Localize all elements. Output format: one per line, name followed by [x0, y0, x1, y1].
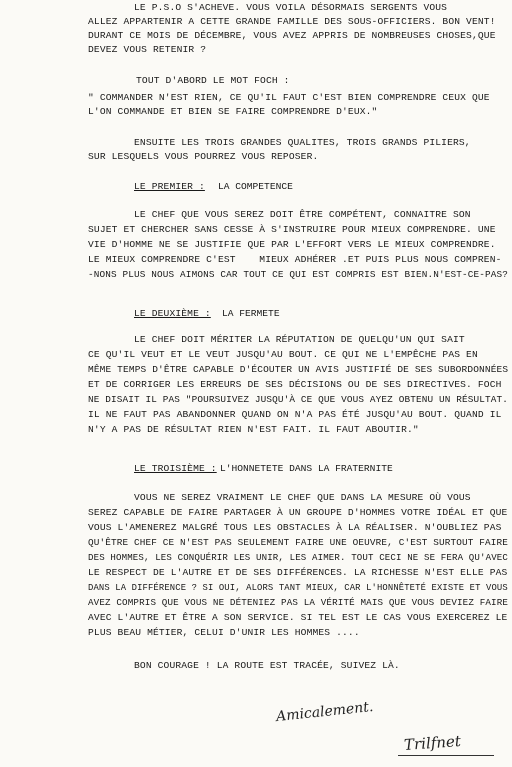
- section-1-line-4: LE MIEUX COMPRENDRE C'EST MIEUX ADHÉRER .ET PUIS PLUS NOUS COMPREN-: [88, 254, 502, 265]
- paragraph-intro-line-3: DURANT CE MOIS DE DÉCEMBRE, VOUS AVEZ APPRIS DE NOMBREUSES CHOSES,QUE: [88, 30, 496, 41]
- section-3-line-4: QU'ÊTRE CHEF CE N'EST PAS SEULEMENT FAIRE UNE OEUVRE, C'EST SURTOUT FAIRE: [88, 537, 509, 548]
- qualities-intro-line-1: ENSUITE LES TROIS GRANDES QUALITES, TROIS GRANDS PILIERS,: [134, 137, 471, 148]
- section-1-line-1: LE CHEF QUE VOUS SEREZ DOIT ÊTRE COMPÉTENT, CONNAITRE SON: [134, 209, 471, 220]
- paragraph-intro-line-1: LE P.S.O S'ACHEVE. VOUS VOILA DÉSORMAIS SERGENTS VOUS: [134, 2, 448, 13]
- section-3-line-10: PLUS BEAU MÉTIER, CELUI D'UNIR LES HOMMES ....: [88, 627, 360, 638]
- section-1-line-2: SUJET ET CHERCHER SANS CESSE À S'INSTRUIRE POUR MIEUX COMPRENDRE. UNE: [88, 224, 496, 235]
- section-3-line-9: AVEC L'AUTRE ET ÊTRE A SON SERVICE. SI TEL EST LE CAS VOUS EXERCEREZ LE: [88, 612, 508, 623]
- section-3-line-5: DES HOMMES, LES CONQUÉRIR LES UNIR, LES AIMER. TOUT CECI NE SE FERA QU'AVEC: [88, 552, 509, 563]
- section-3-line-3: VOUS L'AMENEREZ MALGRÉ TOUS LES OBSTACLES À LA RÉALISER. N'OUBLIEZ PAS: [88, 522, 502, 533]
- section-2-line-7: N'Y A PAS DE RÉSULTAT RIEN N'EST FAIT. IL FAUT ABOUTIR.": [88, 424, 419, 435]
- qualities-intro-line-2: SUR LESQUELS VOUS POURREZ VOUS REPOSER.: [88, 151, 319, 162]
- foch-intro-line: TOUT D'ABORD LE MOT FOCH :: [136, 75, 290, 86]
- section-2-line-2: CE QU'IL VEUT ET LE VEUT JUSQU'AU BOUT. CE QUI NE L'EMPÊCHE PAS EN: [88, 349, 478, 360]
- signature-amicalement: Amicalement.: [275, 698, 375, 726]
- section-3-line-8: AVEZ COMPRIS QUE VOUS NE DÉTENIEZ PAS LA VÉRITÉ MAIS QUE VOUS DEVIEZ FAIRE: [88, 597, 509, 608]
- section-3-title: L'HONNETETE DANS LA FRATERNITE: [220, 463, 393, 474]
- section-2-line-4: ET DE CORRIGER LES ERREURS DE SES DÉCISIONS OU DE SES DIRECTIVES. FOCH: [88, 379, 502, 390]
- section-3-line-7: DANS LA DIFFÉRENCE ? SI OUI, ALORS TANT MIEUX, CAR L'HONNÊTETÉ EXISTE ET VOUS: [88, 582, 508, 593]
- section-1-line-3: VIE D'HOMME NE SE JUSTIFIE QUE PAR L'EFFORT VERS LE MIEUX COMPRENDRE.: [88, 239, 496, 250]
- section-3-label: LE TROISIÈME :: [134, 463, 217, 474]
- section-2-line-6: IL NE FAUT PAS ABANDONNER QUAND ON N'A PAS ÉTÉ JUSQU'AU BOUT. QUAND IL: [88, 409, 502, 420]
- section-2-line-5: NE DISAIT IL PAS "POURSUIVEZ JUSQU'À CE QUE VOUS AYEZ OBTENU UN RÉSULTAT.: [88, 394, 509, 405]
- foch-quote-line-2: L'ON COMMANDE ET BIEN SE FAIRE COMPRENDRE D'EUX.": [88, 106, 378, 117]
- section-1-line-5: -NONS PLUS NOUS AIMONS CAR TOUT CE QUI EST COMPRIS EST BIEN.N'EST-CE-PAS?: [88, 269, 509, 280]
- closing-line: BON COURAGE ! LA ROUTE EST TRACÉE, SUIVEZ LÀ.: [134, 660, 400, 671]
- foch-quote-line-1: " COMMANDER N'EST RIEN, CE QU'IL FAUT C'EST BIEN COMPRENDRE CEUX QUE: [88, 92, 490, 103]
- section-2-line-1: LE CHEF DOIT MÉRITER LA RÉPUTATION DE QUELQU'UN QUI SAIT: [134, 334, 465, 345]
- signature-underline: [398, 755, 494, 756]
- section-2-line-3: MÊME TEMPS D'ÊTRE CAPABLE D'ÉCOUTER UN AVIS JUSTIFIÉ DE SES SUBORDONNÉES: [88, 364, 509, 375]
- section-1-label: LE PREMIER :: [134, 181, 205, 192]
- section-2-label: LE DEUXIÈME :: [134, 308, 211, 319]
- section-1-title: LA COMPETENCE: [218, 181, 293, 192]
- section-2-title: LA FERMETE: [222, 308, 280, 319]
- section-3-line-6: LE RESPECT DE L'AUTRE ET DE SES DIFFÉRENCES. LA RICHESSE N'EST ELLE PAS: [88, 567, 508, 578]
- paragraph-intro-line-2: ALLEZ APPARTENIR A CETTE GRANDE FAMILLE DES SOUS-OFFICIERS. BON VENT!: [88, 16, 496, 27]
- paragraph-intro-line-4: DEVEZ VOUS RETENIR ?: [88, 44, 207, 55]
- section-3-line-2: SEREZ CAPABLE DE FAIRE PARTAGER À UN GROUPE D'HOMMES VOTRE IDÉAL ET QUE: [88, 507, 508, 518]
- section-3-line-1: VOUS NE SEREZ VRAIMENT LE CHEF QUE DANS LA MESURE OÙ VOUS: [134, 492, 471, 503]
- signature-name: Trilfnet: [403, 732, 462, 754]
